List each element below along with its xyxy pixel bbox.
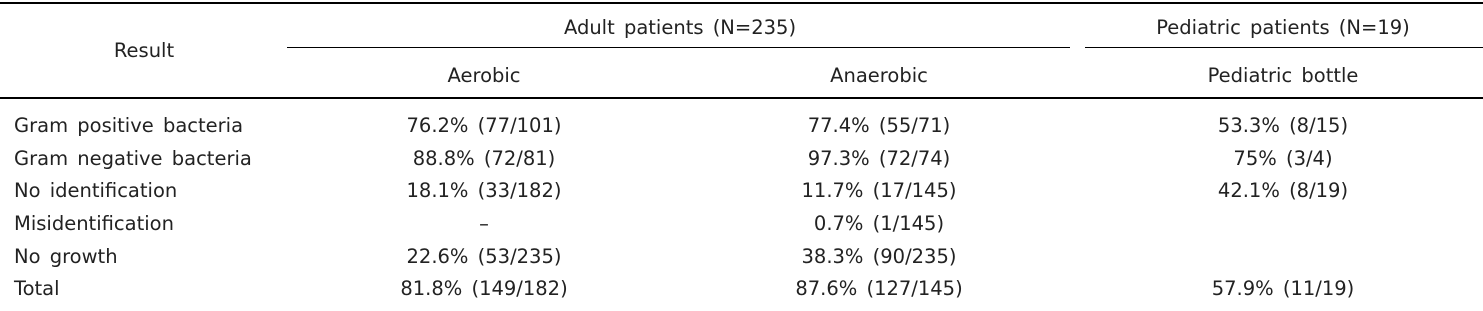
row-label-total: Total [14, 277, 60, 300]
cell-pediatric-gram-negative: 75% (3/4) [1233, 147, 1333, 170]
cell-anaerobic-no-identification: 11.7% (17/145) [801, 179, 957, 202]
cell-anaerobic-misidentification: 0.7% (1/145) [813, 212, 945, 235]
row-label-no-growth: No growth [14, 245, 118, 268]
cell-aerobic-gram-positive: 76.2% (77/101) [406, 114, 562, 137]
result-header: Result [113, 39, 175, 62]
cell-aerobic-misidentification: – [479, 212, 489, 235]
cell-pediatric-gram-positive: 53.3% (8/15) [1217, 114, 1349, 137]
cell-pediatric-total: 57.9% (11/19) [1211, 277, 1355, 300]
row-label-misidentification: Misidentification [14, 212, 174, 235]
cell-aerobic-total: 81.8% (149/182) [400, 277, 568, 300]
cell-pediatric-no-identification: 42.1% (8/19) [1217, 179, 1349, 202]
top-rule [0, 2, 1483, 4]
adult-group-rule [287, 47, 1070, 48]
adult-patients-header: Adult patients (N=235) [563, 16, 797, 39]
row-label-gram-positive: Gram positive bacteria [14, 114, 244, 137]
cell-aerobic-no-identification: 18.1% (33/182) [406, 179, 562, 202]
cell-anaerobic-gram-negative: 97.3% (72/74) [807, 147, 951, 170]
cell-anaerobic-gram-positive: 77.4% (55/71) [807, 114, 951, 137]
header-bottom-rule [0, 97, 1483, 99]
row-label-gram-negative: Gram negative bacteria [14, 147, 252, 170]
pediatric-group-rule [1085, 47, 1483, 48]
row-label-no-identification: No identification [14, 179, 178, 202]
aerobic-column-header: Aerobic [447, 64, 521, 87]
anaerobic-column-header: Anaerobic [830, 64, 928, 87]
pediatric-patients-header: Pediatric patients (N=19) [1156, 16, 1410, 39]
cell-aerobic-gram-negative: 88.8% (72/81) [412, 147, 556, 170]
cell-anaerobic-no-growth: 38.3% (90/235) [801, 245, 957, 268]
pediatric-bottle-column-header: Pediatric bottle [1207, 64, 1359, 87]
cell-aerobic-no-growth: 22.6% (53/235) [406, 245, 562, 268]
cell-anaerobic-total: 87.6% (127/145) [795, 277, 963, 300]
